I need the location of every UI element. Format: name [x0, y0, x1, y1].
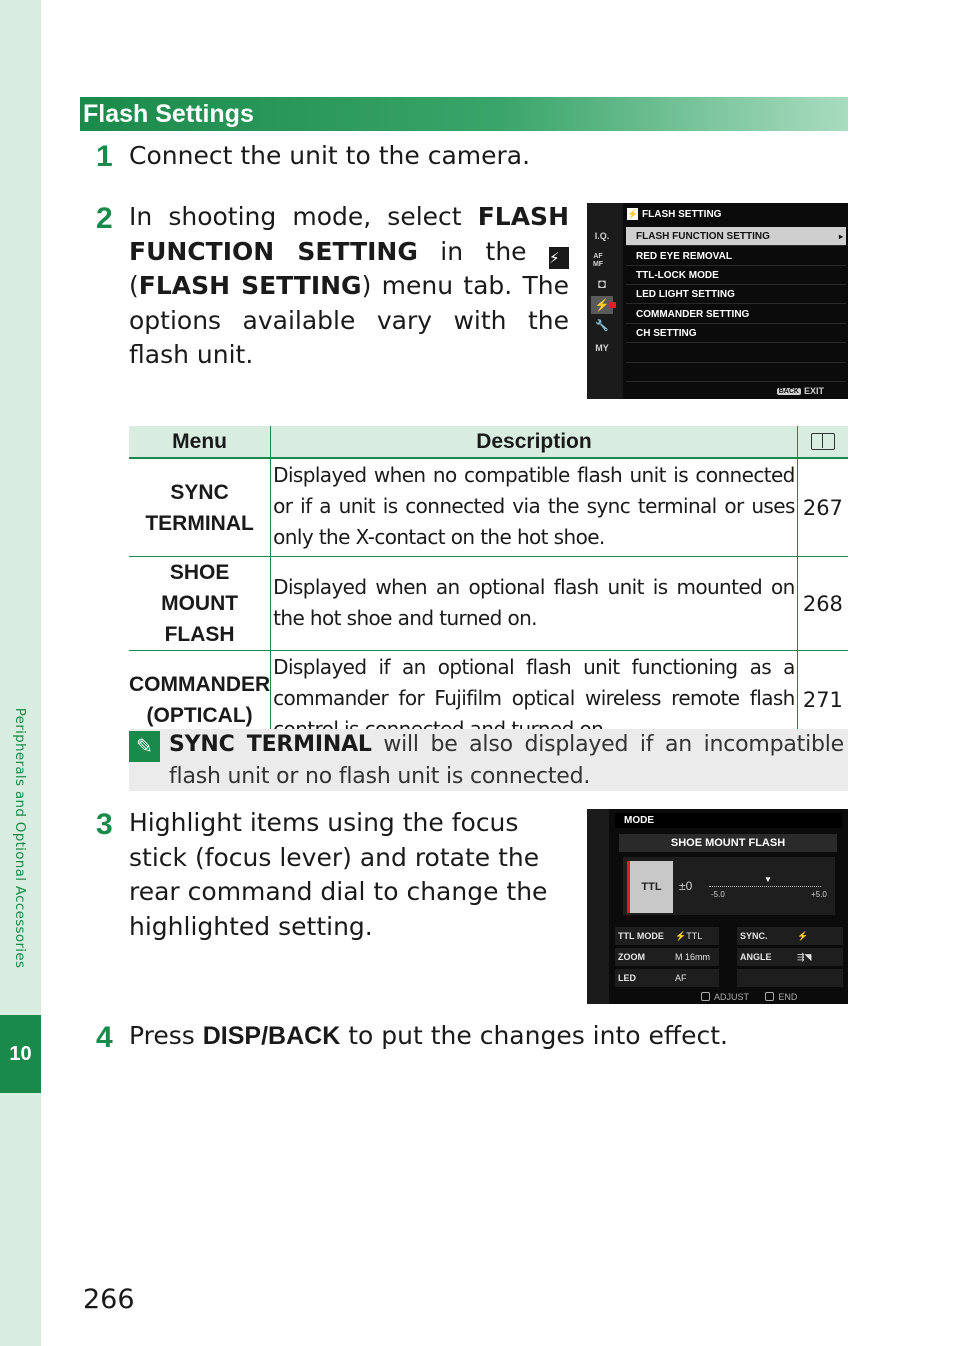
step-2-text-b: in the — [417, 236, 549, 266]
menu-item-ttl-lock-mode[interactable]: TTL-LOCK MODE — [626, 266, 846, 285]
step-2-text-d: ) menu tab. The options available vary with the flash unit. — [129, 271, 570, 369]
wrench-tab-icon: 🔧 — [595, 320, 609, 332]
note-body: will be also displayed if an incompatible flash unit or no flash unit is connected. — [169, 732, 845, 789]
menu-item-label: FLASH FUNCTION SETTING — [636, 231, 770, 242]
step-1-text: Connect the unit to the camera. — [129, 141, 531, 170]
col-header-page — [797, 426, 848, 458]
note-text — [169, 729, 844, 793]
section-heading: Flash Settings — [80, 97, 848, 131]
back-exit-hint[interactable] — [777, 386, 824, 396]
af-mf-tab-icon: AF MF — [592, 253, 604, 268]
chapter-number-tab: 10 — [0, 1015, 41, 1093]
sync-setting[interactable] — [737, 927, 843, 945]
flash-tab-icon: ⚡ — [591, 296, 613, 314]
adjust-key-icon — [701, 992, 710, 1001]
description-cell: Displayed when an optional flash unit is mounted on the hot shoe and turned on. — [271, 557, 798, 651]
chapter-label: Peripherals and Optional Accessories — [12, 707, 28, 969]
note-box — [129, 729, 848, 791]
end-label: END — [778, 992, 798, 1002]
end-key-icon — [765, 992, 774, 1001]
disp-back-button-label: DISP/BACK — [202, 1022, 341, 1050]
menu-item-commander-setting[interactable]: COMMANDER SETTING — [626, 305, 846, 324]
flash-function-setting-label: FLASH FUNCTION SETTING — [129, 202, 569, 266]
submenu-arrow-icon: ▸ — [838, 232, 843, 241]
scale-max-label: +5.0 — [811, 890, 827, 899]
menu-cell — [129, 557, 271, 651]
page-ref-cell: 267 — [797, 458, 848, 557]
setting-value: ⚡TTL — [675, 931, 703, 941]
active-tab-marker — [610, 302, 616, 308]
flash-unit-label: SHOE MOUNT FLASH — [619, 834, 837, 852]
menu-options-table — [129, 426, 848, 748]
col-header-menu: Menu — [129, 426, 271, 458]
setting-label: ZOOM — [618, 952, 645, 962]
exit-label: EXIT — [803, 386, 824, 396]
flash-tab-icon: ⚡ — [549, 247, 569, 269]
image-quality-tab-icon: I.Q. — [594, 231, 610, 241]
setting-label: LED — [618, 973, 636, 983]
menu-cell-line: SHOE MOUNT — [161, 561, 239, 615]
zoom-setting[interactable] — [615, 948, 719, 966]
chapter-sidebar — [0, 0, 41, 1346]
menu-item-red-eye-removal[interactable]: RED EYE REMOVAL — [626, 247, 846, 266]
page-ref-cell: 268 — [797, 557, 848, 651]
step-4-text-b: to put the changes into effect. — [340, 1021, 728, 1050]
flash-compensation-panel — [623, 857, 835, 915]
note-pencil-icon: ✎ — [129, 731, 160, 762]
setting-value: M 16mm — [675, 952, 711, 962]
empty-setting — [737, 969, 843, 987]
screen-title-text: FLASH SETTING — [642, 209, 722, 220]
page-ref-cell: 271 — [802, 687, 843, 712]
step-3-text: Highlight items using the focus stick (focus lever) and rotate the rear command dial to change the highlighted setting. — [129, 808, 548, 941]
menu-cell — [129, 458, 271, 557]
step-3-number: 3 — [96, 808, 113, 841]
back-key-icon: BACK — [778, 388, 799, 395]
menu-cell-line: (OPTICAL) — [146, 703, 253, 727]
step-2-number: 2 — [96, 202, 113, 235]
flash-mode-screen — [587, 809, 848, 1004]
screen-title — [627, 208, 721, 222]
menu-cell-line: FLASH — [164, 623, 235, 646]
setting-label: SYNC. — [740, 931, 768, 941]
table-row — [129, 458, 848, 557]
flash-setting-label: FLASH SETTING — [138, 271, 362, 300]
compensation-value: ±0 — [679, 879, 693, 893]
angle-setting[interactable] — [737, 948, 843, 966]
setting-label: TTL MODE — [618, 931, 664, 941]
camera-tab-icon: ◘ — [598, 276, 606, 291]
menu-tab-column — [587, 203, 623, 399]
page-number: 266 — [83, 1284, 135, 1315]
setting-value: ⇶◥ — [797, 952, 812, 962]
menu-item-flash-function-setting[interactable] — [626, 227, 846, 246]
description-cell: Displayed when no compatible flash unit is connected or if a unit is connected via the sync terminal or uses only the X-contact on the hot shoe. — [271, 458, 798, 557]
screen-footer — [701, 992, 797, 1002]
flash-setting-menu-screen — [587, 203, 848, 399]
menu-cell-line: TERMINAL — [145, 511, 254, 535]
menu-item-empty — [626, 363, 846, 382]
step-1-number: 1 — [96, 140, 113, 173]
ttl-mode-setting[interactable] — [615, 927, 719, 945]
setting-label: ANGLE — [740, 952, 772, 962]
step-2-text — [129, 200, 569, 373]
setting-value: AF — [675, 973, 687, 983]
menu-item-ch-setting[interactable]: CH SETTING — [626, 324, 846, 343]
table-row — [129, 557, 848, 651]
col-header-description: Description — [271, 426, 798, 458]
flash-icon: ⚡ — [627, 209, 639, 219]
scale-min-label: -5.0 — [711, 890, 725, 899]
step-2-text-c: ( — [129, 271, 139, 300]
step-4-text — [129, 1019, 849, 1054]
description-cell: Displayed if an optional flash unit functioning as a commander for Fujifilm optical wireless remote flash — [271, 651, 798, 749]
step-2-text-a: In shooting mode, select — [129, 202, 478, 231]
ttl-mode-tile[interactable]: TTL — [627, 861, 673, 913]
setting-value: ⚡ — [797, 931, 809, 941]
step-4-text-a: Press — [129, 1021, 203, 1050]
menu-item-led-light-setting[interactable]: LED LIGHT SETTING — [626, 285, 846, 304]
menu-cell-line: SYNC — [170, 480, 229, 504]
adjust-label: ADJUST — [714, 992, 749, 1002]
menu-cell-line: COMMANDER — [129, 672, 271, 696]
menu-item-empty — [626, 344, 846, 363]
note-bold-term: SYNC TERMINAL — [169, 732, 372, 757]
step-4-number: 4 — [96, 1021, 113, 1054]
scale-pointer-icon: ▼ — [764, 875, 772, 884]
screen-left-strip — [587, 809, 609, 1004]
mode-header: MODE — [615, 813, 842, 828]
my-menu-tab-icon: MY — [595, 343, 609, 353]
book-icon — [811, 433, 835, 450]
led-setting[interactable] — [615, 969, 719, 987]
